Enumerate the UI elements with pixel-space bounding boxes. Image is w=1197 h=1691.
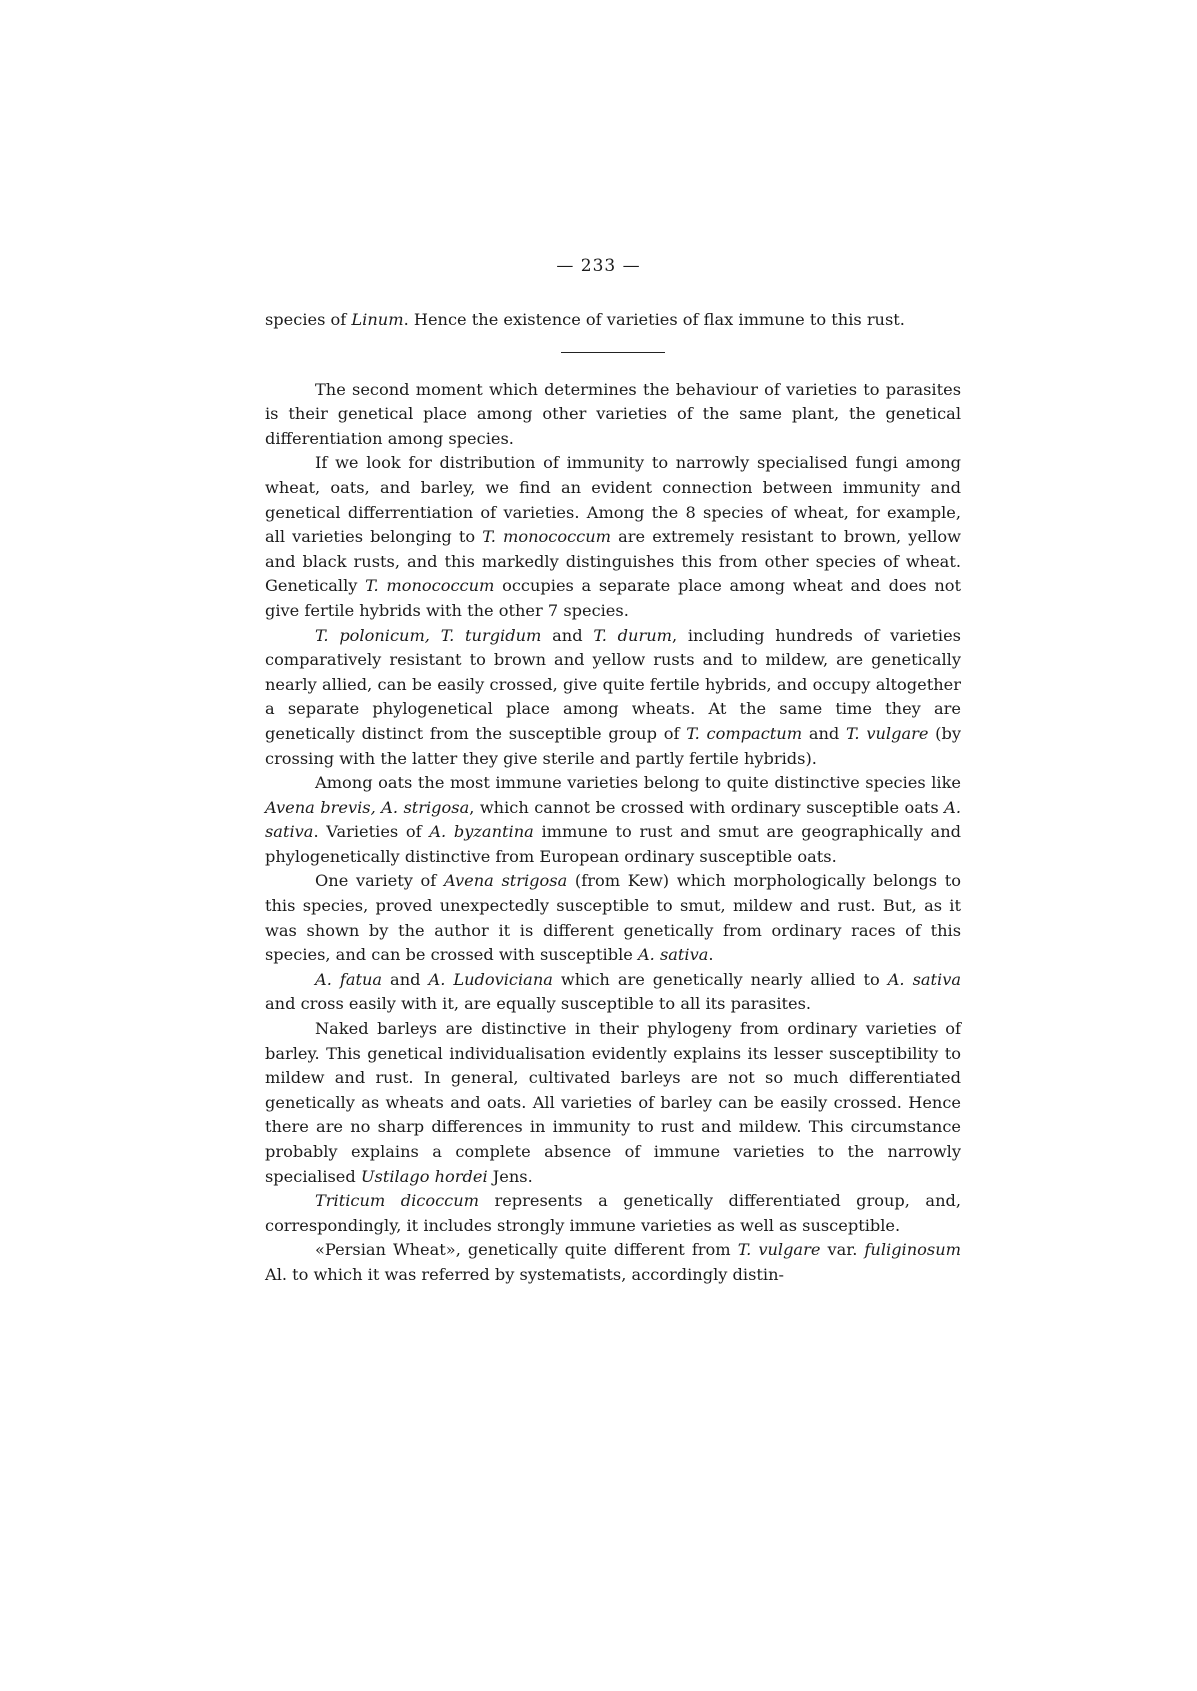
text-run: If we look for distribution of immunity to narrowly specialised fungi among wheat, oats, and barley, we find an evident connection between immunity and genetical differrentiation of varieties. Among the 8 species of wheat, for example, all varieties belonging to <box>265 453 961 547</box>
paragraph-avena-strigosa <box>265 869 961 967</box>
text-run: . <box>708 945 714 965</box>
text-run: and cross easily with it, are equally susceptible to all its parasites. <box>265 994 812 1014</box>
body-text <box>265 308 961 1288</box>
italic-run: A. Ludoviciana <box>428 969 553 989</box>
paragraph-polonicum <box>265 624 961 772</box>
paragraph-triticum-dicoccum <box>265 1189 961 1238</box>
italic-run: T. monococcum <box>365 576 495 596</box>
text-run: , which cannot be crossed with ordinary susceptible oats <box>469 797 945 817</box>
paragraph-persian-wheat <box>265 1238 961 1287</box>
italic-run: T. vulgare <box>846 723 929 743</box>
text-run: and <box>382 969 429 989</box>
text-run: which are genetically nearly allied to <box>552 969 888 989</box>
italic-run: Avena strigosa <box>443 871 568 891</box>
text-run: species of <box>265 310 352 329</box>
section-divider <box>561 352 665 353</box>
text-run: and <box>802 723 847 743</box>
text-run: var. <box>820 1240 865 1260</box>
italic-run: A. fatua <box>315 969 383 989</box>
text-run: occupies a separate place among wheat and does not give fertile hybrids with the other 7 species. <box>265 576 961 620</box>
italic-run: Ustilago hordei <box>360 1166 488 1186</box>
italic-run: T. durum <box>593 625 672 645</box>
paragraph-oats <box>265 771 961 869</box>
text-run: (from Kew) which morphologically belongs to this species, proved unexpectedly susceptible to smut, mildew and rust. But, as it was shown by the author it is different genetically from ordinary races of this species, and can be crossed with susceptible <box>265 871 961 965</box>
italic-run: A. sativa <box>265 797 961 842</box>
text-run: Al. to which it was referred by systematists, accordingly distin- <box>265 1264 784 1284</box>
italic-run: A. sativa <box>887 969 962 989</box>
text-run: Naked barleys are distinctive in their phylogeny from ordinary varieties of barley. This genetical individualisation evidently explains its lesser susceptibility to mildew and rust. In general, cultivated barleys are not so much differentiated genetically as wheats and oats. All varieties of barley can be easily crossed. Hence there are no sharp differences in immunity to rust and mildew. This circumstance probably explains a complete absence of immune varieties to the narrowly specialised <box>265 1019 961 1186</box>
italic-run: T. polonicum, T. turgidum <box>315 625 542 645</box>
paragraph-naked-barleys <box>265 1017 961 1189</box>
italic-run: Linum <box>351 310 404 329</box>
italic-run: Avena brevis, A. strigosa <box>265 797 470 817</box>
text-run: (by crossing with the latter they give sterile and partly fertile hybrids). <box>265 723 961 768</box>
paragraph-second-moment <box>265 378 961 452</box>
text-run: represents a genetically differentiated group, and, correspondingly, it includes strongly immune varieties as well as susceptible. <box>265 1191 962 1235</box>
paragraph-wheat-immunity <box>265 451 961 623</box>
text-run: Among oats the most immune varieties belong to quite distinctive species like <box>315 773 961 793</box>
text-run: , including hundreds of varieties comparatively resistant to brown and yellow rusts and to mildew, are genetically nearly allied, can be easily crossed, give quite fertile hybrids, and occupy altogether a separate phylogenetical place among wheats. At the same time they are genetically distinct from the susceptible group of <box>265 625 961 743</box>
text-run: . Varieties of <box>313 822 430 842</box>
italic-run: T. vulgare <box>737 1240 821 1260</box>
italic-run: A. byzantina <box>429 822 534 842</box>
text-run: Jens. <box>487 1166 533 1186</box>
text-run: immune to rust and smut are geographically and phylogenetically distinctive from European ordinary susceptible oats. <box>265 822 961 866</box>
text-run: and <box>541 625 594 645</box>
text-run: «Persian Wheat», genetically quite different from <box>315 1240 738 1260</box>
paragraph-avena-fatua <box>265 968 961 1017</box>
text-run: are extremely resistant to brown, yellow and black rusts, and this markedly distinguishes this from other species of wheat. Genetically <box>265 527 961 596</box>
text-run: One variety of <box>315 871 444 891</box>
italic-run: Triticum dicoccum <box>315 1191 479 1211</box>
text-run: . Hence the existence of varieties of flax immune to this rust. <box>403 310 905 329</box>
italic-run: A. sativa <box>637 945 709 965</box>
text-run: The second moment which determines the behaviour of varieties to parasites is their genetical place among other varieties of the same plant, the genetical differentiation among species. <box>265 379 961 448</box>
paragraph-linum-continuation <box>265 308 961 333</box>
italic-run: T. monococcum <box>482 527 611 547</box>
page-number: — 233 — <box>556 256 641 276</box>
italic-run: fuliginosum <box>864 1240 961 1260</box>
italic-run: T. compactum <box>686 723 803 743</box>
